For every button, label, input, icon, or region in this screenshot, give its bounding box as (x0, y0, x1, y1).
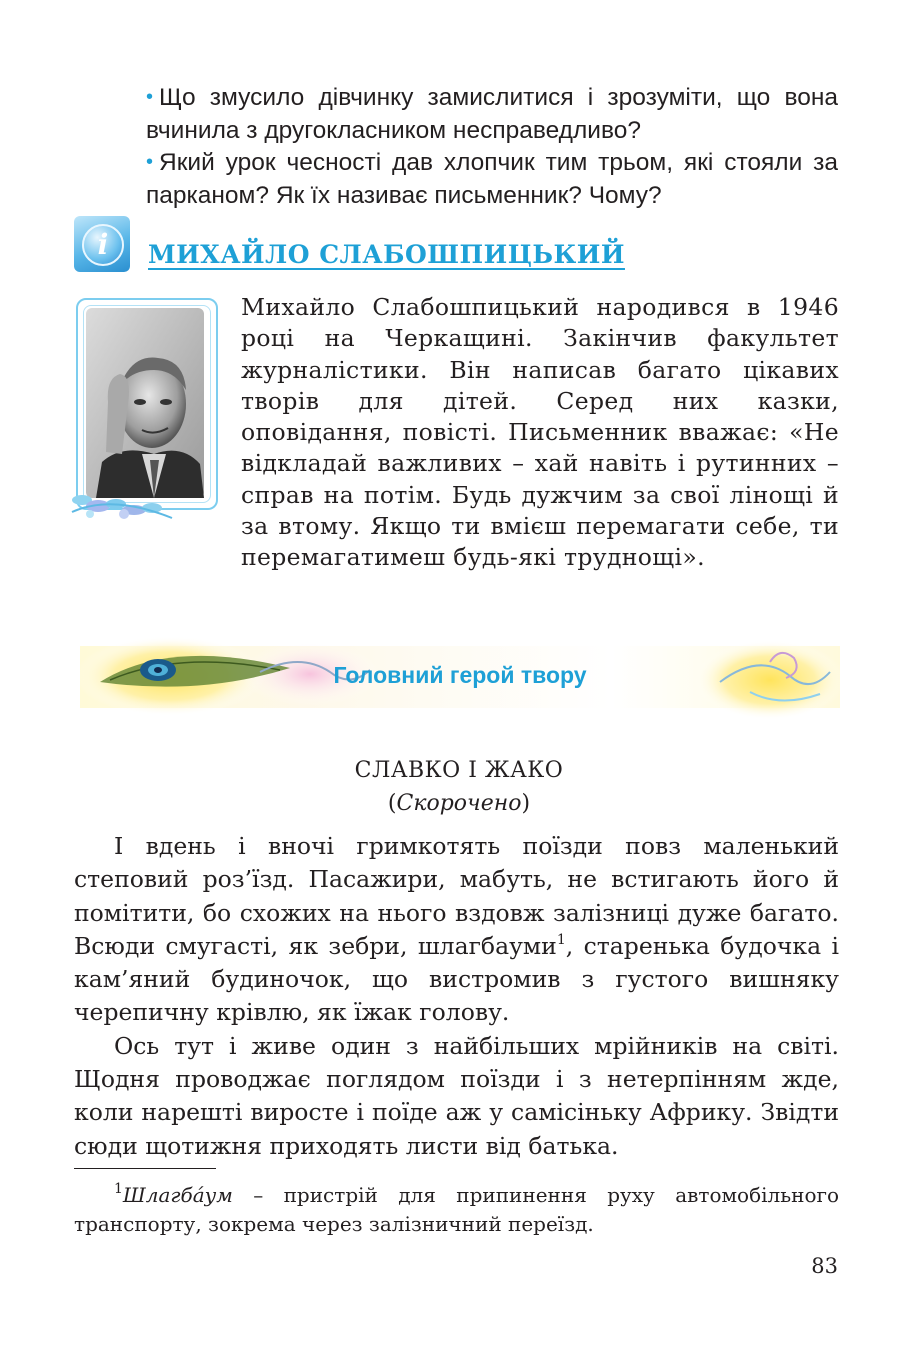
story-paragraph: І вдень і вночі гримкотять поїзди повз маленький степовий роз’їзд. Пасажири, мабуть, не встигають його й помітити, бо схожих на нього вздовж залізниці дуже багато. Всюди смугасті, як зебри, шлагбауми$^1$, старенька будочка і кам’яний будиночок, що вистромив з густого вишняку черепичну крівлю, як їжак голову. (74, 832, 839, 1027)
story-title: СЛАВКО І ЖАКО (354, 758, 564, 783)
question-item (146, 147, 838, 212)
footnote-ref[interactable]: 1 (556, 932, 566, 949)
footnote (74, 1181, 839, 1239)
bullet-icon: • (146, 151, 154, 173)
page-number: 83 (811, 1254, 838, 1278)
story-subtitle: (Скорочено) (387, 791, 531, 816)
footnote-term: Шлагбáум (122, 1183, 233, 1207)
section-banner (80, 632, 840, 722)
story-paragraph: Ось тут і живе один з найбільших мрійників на світі. Щодня проводжає поглядом поїзди і з нетерпінням жде, коли нарешті виросте і поїде аж у самісіньку Африку. Звідти сюди щотижня приходять листи від батька. (74, 1031, 839, 1160)
footnote-text: – пристрій для припинення руху автомобільного транспорту, зокрема через залізничний переїзд. (74, 1183, 839, 1236)
biography-text: Михайло Слабошпицький народився в 1946 році на Черкащині. Закінчив факультет журналістики. Він написав багато цікавих творів для дітей. Серед них казки, оповідання, повісті. Письменник вважає: «Не відкладай важливих – хай навіть і рутинних – справ на потім. Будь дужчим за свої лінощі й за втому. Якщо ти вмієш перемагати себе, ти перемагатимеш будь-які труднощі». (241, 293, 839, 572)
author-biography (241, 292, 839, 574)
footnote-divider (74, 1168, 216, 1169)
question-text: Що змусило дівчинку замислитися і зрозуміти, що вона вчинила з другокласником несправедливо? (146, 84, 838, 144)
question-item (146, 82, 838, 147)
info-icon: i (74, 216, 130, 272)
banner-title: Головний герой твору (333, 662, 587, 688)
author-name-heading: МИХАЙЛО СЛАБОШПИЦЬКИЙ (148, 240, 625, 269)
story-text (74, 830, 839, 1163)
bullet-icon: • (146, 86, 154, 108)
question-text: Який урок чесності дав хлопчик тим трьом, які стояли за парканом? Як їх називає письменник? Чому? (146, 149, 838, 209)
questions-list (146, 82, 838, 212)
author-portrait (62, 294, 222, 534)
footnote-mark: 1 (114, 1181, 123, 1198)
